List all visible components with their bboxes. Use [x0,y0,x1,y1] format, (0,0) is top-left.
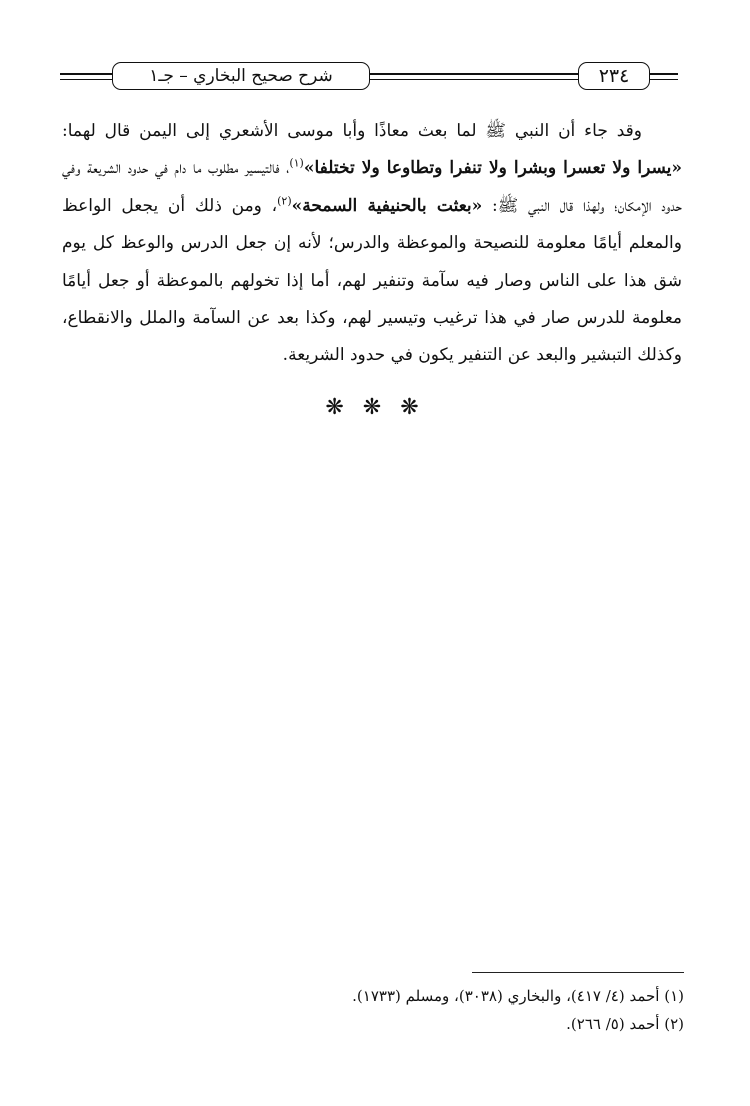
footnote-ref: (١) [289,156,304,170]
header-rule-right-top [650,73,678,75]
page-number: ٢٣٤ [578,62,650,90]
footnote-item: (٢) أحمد (٥/ ٢٦٦). [566,1015,684,1033]
hadith-quote: «يسرا ولا تعسرا وبشرا ولا تنفرا وتطاوعا ولا تختلفا» [303,158,682,179]
hadith-quote: «بعثت بالحنيفية السمحة» [291,195,483,216]
footnote-item: (١) أحمد (٤/ ٤١٧)، والبخاري (٣٠٣٨)، ومسلم (١٧٣٣). [352,987,684,1005]
header-rule-left-top [60,73,120,75]
running-header [60,58,678,98]
text-run: ، ومن ذلك أن يجعل الواعظ والمعلم أيامًا معلومة للنصيحة والموعظة والدرس؛ لأنه إن جعل الدرس والوعظ كل يوم شق هذا على الناس وصار فيه سآمة وتنفير لهم، أما إذا تخولهم بالموعظة أو جعل أيامًا معلومة للدرس صار في هذا ترغيب وتيسير لهم، وكذا بعد عن السآمة والملل والانقطاع، وكذلك التبشير والبعد عن التنفير يكون في حدود الشريعة. [62,195,682,366]
header-rule-right-bottom [650,79,678,80]
book-title: شرح صحيح البخاري – جـ١ [112,62,370,90]
text-run: ، فالتيسير مطلوب ما دام في حدود الشريعة وفي حدود الإمكان؛ ولهذا قال النبي ﷺ: [62,158,682,216]
footnote-ref: (٢) [277,194,292,208]
text-run: وقد جاء أن النبي ﷺ لما بعث معاذًا وأبا موسى الأشعري إلى اليمن قال لهما: [62,121,642,141]
footnotes [60,982,684,1038]
header-rule-middle-top [370,73,578,75]
footnote-rule [472,972,684,973]
section-separator: ❋ ❋ ❋ [325,395,425,420]
header-rule-middle-bottom [370,79,578,80]
main-text [62,113,682,375]
header-rule-left-bottom [60,79,120,80]
paragraph [62,113,682,375]
